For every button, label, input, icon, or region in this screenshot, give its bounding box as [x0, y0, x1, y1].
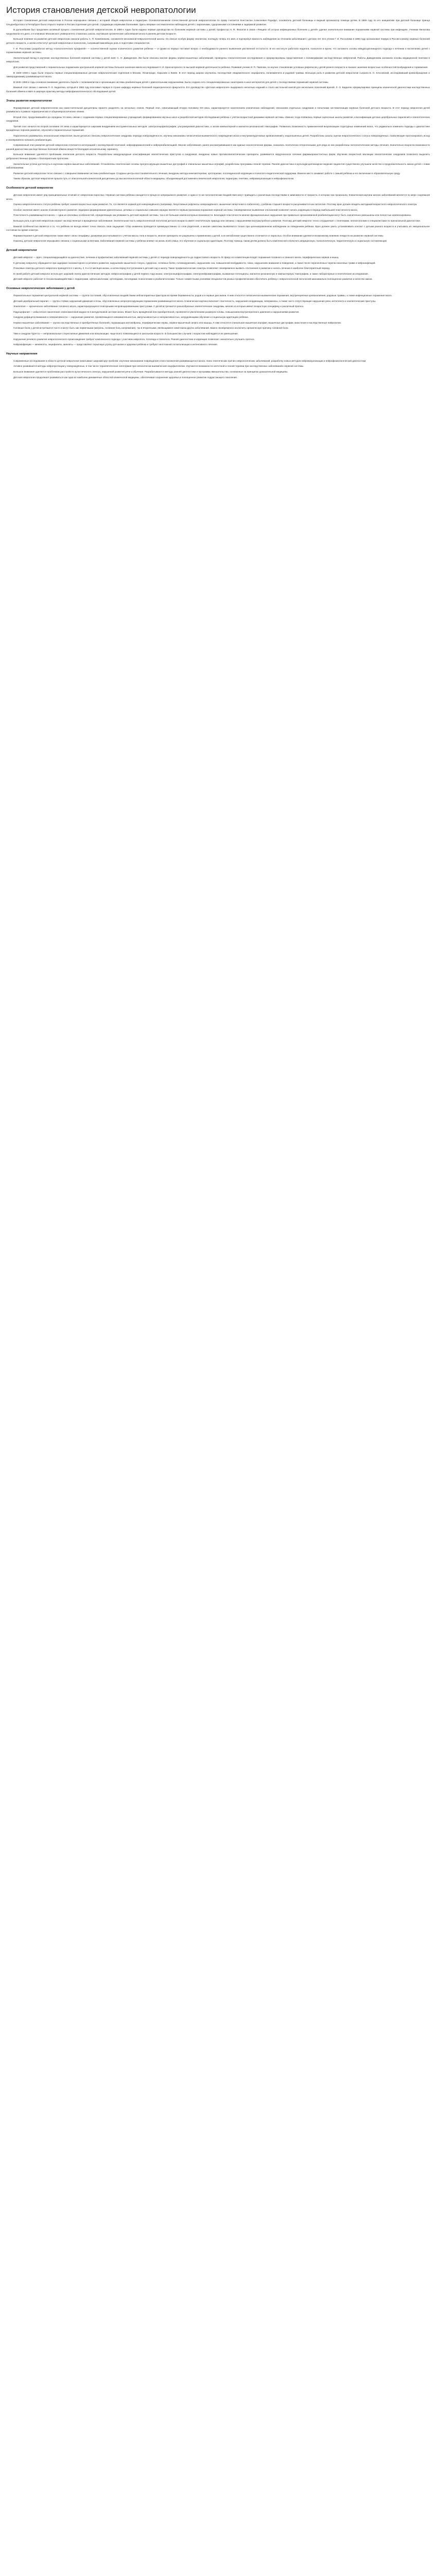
- paragraph: Синдром дефицита внимания и гиперактивности — нарушение развития, проявляющееся невнимательностью, импульсивностью и гиперактивностью, затрудняющими обучение и социальную адаптацию ребёнка.: [13, 316, 249, 319]
- paragraph: Детский невролог работает в тесном взаимодействии с педиатрами, офтальмологами, ортопедами, логопедами, психологами и реабилитологами. Только совместными усилиями специалистов разных профилей можно обеспечить ребёнку с неврологической патологией максимально полноценное развитие и качество жизни.: [13, 278, 373, 281]
- paragraph: Головные боли у детей встречаются часто и могут быть как первичными (мигрень, головная боль напряжения), так и вторичными, являющимися симптомом других заболеваний. Важно своевременно исключить органическую причину головной боли.: [13, 327, 289, 330]
- paragraph: Нервно-мышечные заболевания — группа наследственных и приобретённых болезней, поражающих мотонейроны, периферические нервы, нервно-мышечный синапс или мышцы. К ним относятся спинальная мышечная атрофия, мышечные дистрофии, миастения и наследственные нейропатии.: [13, 321, 342, 324]
- paragraph: В 1920–1930-х годах были открыты первые специализированные детские неврологические отделения в Москве, Ленинграде, Харькове и Киеве. В этот период широко изучались последствия эпидемического энцефалита, полиомиелита и родовой травмы. Большую роль в развитии детской неврологии сыграла Б. Н. Клосовский, исследовавший кровообращение и ликвородинамику развивающегося мозга.: [6, 71, 430, 78]
- article-content: [6, 19, 430, 379]
- paragraph: Эпилепсия — хроническое заболевание головного мозга, характеризующееся повторными непровоцированными приступами. У детей встречаются разнообразные эпилептические синдромы, многие из которых имеют возрастную специфику и различный прогноз.: [13, 305, 304, 308]
- paragraph: Важной особенностью является и то, что ребёнок не всегда может точно описать свои ощущения. Сбор анамнеза проводится преимущественно со слов родителей, а многие симптомы выявляются только при целенаправленном наблюдении за поведением ребёнка. Врач должен уметь устанавливать контакт с детьми разного возраста и учитывать их эмоциональное состояние во время осмотра.: [6, 225, 430, 232]
- paragraph: Детский церебральный паралич — группа стойких нарушений движения и позы, обусловленных непрогрессирующим поражением развивающегося мозга. Клиническая картина включает спастичность, нарушения координации, гиперкинезы, а также часто сопутствующие нарушения речи, интеллекта и эпилептические приступы.: [13, 299, 376, 302]
- paragraph: Перинатальные поражения центральной нервной системы — группа состояний, обусловленных воздействием неблагоприятных факторов во время беременности, родов и в первые дни жизни. К ним относятся гипоксически-ишемические поражения, внутричерепные кровоизлияния, родовые травмы, а также инфекционные поражения мозга.: [13, 294, 392, 297]
- paragraph: Плановые осмотры детского невролога проводятся в 1 месяц, 3, 6 и 12 месяцев жизни, а затем перед поступлением в детский сад и школу. Такие профилактические осмотры позволяют своевременно выявить отклонения в развитии и начать лечение в наиболее благоприятный период.: [13, 267, 330, 270]
- paragraph: Значительный вклад в изучение наследственных болезней нервной системы у детей внёс С. Н. Давиденков. Им были описаны многие формы нервно-мышечных заболеваний, проведены генеалогические исследования и сформулированы представления о полиморфизме наследственных нейропатий. Работы Давиденкова заложили основы медицинской генетики в неврологии.: [6, 56, 430, 63]
- paragraph: Детский невролог — врач, специализирующийся на диагностике, лечении и профилактике заболеваний нервной системы у детей от периода новорождённости до подросткового возраста. В сферу его компетенции входят поражения головного и спинного мозга, периферических нервов и мышц.: [13, 256, 339, 259]
- article-page: [0, 0, 436, 391]
- paragraph: Параллельно развивалась неонатальная неврология. Были детально описаны неврологические синдромы периода новорождённости, изучены механизмы гипоксически-ишемического повреждения мозга и внутрижелудочковых кровоизлияний у недоношенных детей. Разработаны шкалы оценки неврологического статуса новорождённых, позволяющие прогнозировать исход и своевременно начинать реабилитацию.: [6, 134, 430, 141]
- paragraph: Активно развиваются методы нейропротекции у новорождённых, в том числе терапевтическая гипотермия при гипоксически-ишемической энцефалопатии. Изучаются возможности клеточной и генной терапии при наследственных заболеваниях нервной системы.: [13, 365, 304, 368]
- paragraph: Оценка неврологического статуса ребёнка требует знания возрастных норм развития. То, что является нормой для новорождённого (например, безусловные рефлексы новорождённого, мышечная гипертония в сгибателях), у ребёнка старшего возраста расценивается как патология. Поэтому врач должен владеть методикой возрастного неврологического осмотра.: [13, 203, 417, 206]
- paragraph: Детская неврология продолжает развиваться как одна из наиболее динамичных областей клинической медицины, обеспечивая сохранение здоровья и полноценное развитие подрастающего поколения.: [13, 376, 238, 379]
- paragraph: Гидроцефалия — избыточное накопление спинномозговой жидкости в желудочковой системе мозга. Может быть врождённой или приобретённой, проявляется увеличением размеров головы, повышением внутричерепного давления и нарушениями развития.: [13, 310, 300, 313]
- paragraph: Современные исследования в области детской неврологии охватывают широкий круг проблем: изучение механизмов повреждения и восстановления развивающегося мозга, поиск генетических причин неврологических заболеваний, разработку новых методов нейровизуализации и нейрофизиологической диагностики.: [13, 359, 367, 362]
- paragraph: Особое значение имеет анализ психомоторного развития. Задержка формирования двигательных, речевых и социальных навыков нередко является первым признаком поражения нервной системы. Своевременное выявление отклонений позволяет начать коррекцию в период наибольшей пластичности мозга.: [13, 208, 358, 211]
- page-title: История становления детской невропатологии: [6, 5, 196, 15]
- paragraph: Современный этап развития детской неврологии отличается интеграцией с молекулярной генетикой, нейрофармакологией и нейрореабилитацией. Многие заболевания, ранее рассматривавшиеся как единые нозологические формы, оказались генетически гетерогенными; для ряда из них разработаны патогенетические методы лечения. Значительно возросли возможности ранней диагностики наследственных болезней обмена веществ благодаря неонатальному скринингу.: [6, 144, 430, 150]
- paragraph: Наконец, детская неврология неразрывно связана с социальными аспектами. Заболевания нервной системы у ребёнка влияют на жизнь всей семьи, его обучение и социальную адаптацию. Поэтому помощь таким детям должна быть комплексной и включать медицинскую, психологическую, педагогическую и социальную составляющие.: [13, 240, 388, 243]
- paragraph: Большое влияние на развитие детской неврологии оказали работы А. Я. Кожевникова, основателя московской неврологической школы. Он описал особую форму эпилепсии, носящую теперь его имя, и подчеркнул важность наблюдения за течением заболевания с детских лет. Его ученик Г. И. Россолимо в 1890 году организовал первую в России клинику нервных болезней детского возраста, а затем и Институт детской неврологии и психологии, сыгравший важнейшую роль в подготовке специалистов.: [6, 38, 430, 44]
- paragraph: Детская неврология имеет ряд принципиальных отличий от неврологии взрослых. Нервная система ребёнка находится в процессе непрерывного развития, и одни и те же патологические воздействия могут приводить к различным последствиям в зависимости от возраста, в котором они произошли. Клиническая картина многих заболеваний меняется по мере созревания мозга.: [6, 194, 430, 200]
- paragraph: В своей работе детский невролог использует широкий спектр диагностических методов: нейросонографию у детей первого года жизни, электроэнцефалографию, электронейромиографию, вызванные потенциалы, магнитно-резонансную и компьютерную томографию, а также лабораторные и генетические исследования.: [13, 272, 369, 275]
- section-heading: Особенности детской неврологии: [6, 187, 54, 190]
- section-heading: Этапы развития невропатологии: [6, 99, 52, 103]
- paragraph: Формирование детской невропатологии как самостоятельной дисциплины принято разделять на несколько этапов. Первый этап, охватывающий вторую половину XIX века, характеризуется накоплением клинических наблюдений, описанием отдельных синдромов и попытками систематизации нервных болезней детского возраста. В этот период неврология детей развивалась в рамках педиатрических и общеневрологических клиник.: [6, 106, 430, 113]
- paragraph: Важный этап связан с именем Л. О. Бадаляна, который в 1966 году возглавил первую в стране кафедру нервных болезней педиатрического факультета. Его руководство «Детская неврология» выдержало несколько изданий и стало настольной книгой для нескольких поколений врачей. Л. О. Бадалян сформулировал принципы клинической диагностики наследственных болезней обмена и ввёл в широкую практику методы нейрофизиологического обследования детей.: [6, 86, 430, 93]
- paragraph: Нейроинфекции — менингиты, энцефалиты, миелиты — представляют серьёзную угрозу для жизни и здоровья ребёнка и требуют неотложной госпитализации и интенсивного лечения.: [13, 343, 218, 346]
- paragraph: История становления детской неврологии в России неразрывно связана с историей общей неврологии и педиатрии. Основоположником отечественной детской невропатологии по праву считается Константин Алексеевич Раухфус, основатель детской больницы и видный организатор помощи детям. В 1869 году по его инициативе при детской больнице принца Ольденбургского в Петербурге было открыто первое в России отделение для детей, страдающих нервными болезнями. Здесь впервые систематически наблюдали детей с параличами, судорожными состояниями и задержкой развития.: [6, 19, 430, 26]
- paragraph: Пластичность развивающегося мозга — одна из ключевых особенностей, определяющих как уязвимость детской нервной системы, так и её большие компенсаторные возможности. Благодаря пластичности многие функциональные нарушения при правильно организованной реабилитации могут быть значительно уменьшены или полностью компенсированы.: [13, 214, 412, 217]
- paragraph: Развитие детской неврологии тесно связано с совершенствованием системы реабилитации. Созданы центры восстановительного лечения, внедрены методы кинезиотерапии, эрготерапии, логопедической коррекции и психолого-педагогической поддержки. Важное место занимает работа с семьёй ребёнка и его включение в образовательную среду.: [13, 172, 400, 175]
- paragraph: Второй этап, продолжавшийся до середины XX века, связан с созданием первых специализированных учреждений, формированием научных школ и разработкой методов обследования ребёнка с учётом возрастной динамики нервной системы. Именно тогда появились первые оценочные шкалы развития, классификации детских церебральных параличей и эпилептических синдромов.: [6, 115, 430, 123]
- paragraph: Фармакотерапия в детской неврологии также имеет свою специфику: дозировки рассчитываются с учётом массы тела и возраста, многие препараты не разрешены к применению у детей, а их метаболизм существенно отличается от взрослых. Особое внимание уделяется возможному влиянию лекарств на развитие нервной системы.: [13, 234, 384, 237]
- paragraph: Третий этап начался во второй половине XX века и характеризуется широким внедрением инструментальных методов: электроэнцефалографии, ультразвуковой диагностики, а затем компьютерной и магнитно-резонансной томографии. Появилась возможность прижизненной визуализации структурных изменений мозга, что радикально изменило подходы к диагностике врождённых пороков развития, опухолей и перинатальных поражений.: [6, 125, 430, 132]
- paragraph: Большое внимание уделяется проблемам расстройств аутистического спектра, нарушений развития речи и обучения. Разрабатываются методы ранней диагностики и программы вмешательства, основанные на принципах доказательной медицины.: [13, 370, 288, 374]
- paragraph: Г. И. Россолимо разработал метод «психологических профилей» — количественной оценки психического развития ребёнка — и одним из первых поставил вопрос о необходимости раннего выявления умственной отсталости. В его институте работали педагоги, психологи и врачи, что заложило основы междисциплинарного подхода к лечению и воспитанию детей с поражениями нервной системы.: [6, 47, 430, 54]
- paragraph: Нарушения речевого развития неврологического происхождения требуют комплексного подхода с участием невролога, логопеда и психолога. Ранняя диагностика и коррекция позволяют значительно улучшить прогноз.: [13, 337, 255, 341]
- section-heading: Детский невропатолог: [6, 248, 38, 252]
- paragraph: Большую роль в детской неврологии играют наследственные и врождённые заболевания. Значительная часть неврологической патологии детского возраста имеет генетическую природу или связана с нарушениями внутриутробного развития. Поэтому детский невролог тесно сотрудничает с генетиками, неонатологами и специалистами по пренатальной диагностике.: [13, 219, 421, 222]
- paragraph: Тики и синдром Туретта — непроизвольные стереотипные движения или вокализации, чаще всего появляющиеся в школьном возрасте. В большинстве случаев с возрастом наблюдается их уменьшение.: [13, 332, 239, 335]
- paragraph: К детскому неврологу обращаются при задержке психомоторного и речевого развития, нарушениях мышечного тонуса, судорогах, головных болях, головокружениях, нарушениях сна, повышенной возбудимости, тиках, нарушениях внимания и поведения, а также после перенесённых черепно-мозговых травм и нейроинфекций.: [13, 261, 376, 264]
- paragraph: Таким образом, детская неврология прошла путь от описательной клинической дисциплины до высокотехнологичной области медицины, объединяющей достижения клинической неврологии, педиатрии, генетики, нейровизуализации и нейрофизиологии.: [13, 177, 294, 180]
- paragraph: Значительные успехи достигнуты в изучении нервно-мышечных заболеваний. Установлены генетические основы прогрессирующих мышечных дистрофий и спинальных мышечных атрофий, разработаны программы генной терапии. Ранняя диагностика и мультидисциплинарное ведение пациентов существенно улучшили качество и продолжительность жизни детей с этими заболеваниями.: [6, 162, 430, 170]
- paragraph: В дальнейшем был продолжен активный процесс становления детской невропатологии. В 1880-х годах были изданы первые руководства по болезням нервной системы у детей; профессор Н. Ф. Филатов в своих «Лекциях об острых инфекционных болезнях у детей» уделил значительное внимание поражениям нервной системы при инфекциях. Ученики Филатова продолжили его дело, и в клиниках Московского университета сложилась школа, изучавшая органические заболевания мозга в раннем детском возрасте.: [6, 28, 430, 35]
- paragraph: Для развития представлений о перинатальных поражениях центральной нервной системы большое значение имели исследования Н. И. Красногорского по высшей нервной деятельности ребёнка. Развивая учение И. П. Павлова, он изучил становление условных рефлексов у детей разного возраста и показал значение возрастных особенностей возбуждения и торможения.: [13, 65, 428, 69]
- paragraph: В 1940–1950-е годы основное внимание уделялось борьбе с полиомиелитом и организации системы реабилитации детей с двигательными нарушениями. Была создана сеть специализированных санаториев и школ-интернатов для детей с последствиями поражений нервной системы.: [13, 80, 329, 83]
- paragraph: Большое внимание уделяется проблемам эпилепсии детского возраста. Разработаны международные классификации эпилептических приступов и синдромов, внедрены новые противоэпилептические препараты, развивается хирургическое лечение фармакорезистентных форм. Изучение возрастной эволюции эпилептических синдромов позволило выделить доброкачественные формы с благоприятным прогнозом.: [6, 153, 430, 160]
- section-heading: Научные направления: [6, 352, 38, 355]
- section-heading: Основные неврологические заболевания у детей: [6, 286, 75, 290]
